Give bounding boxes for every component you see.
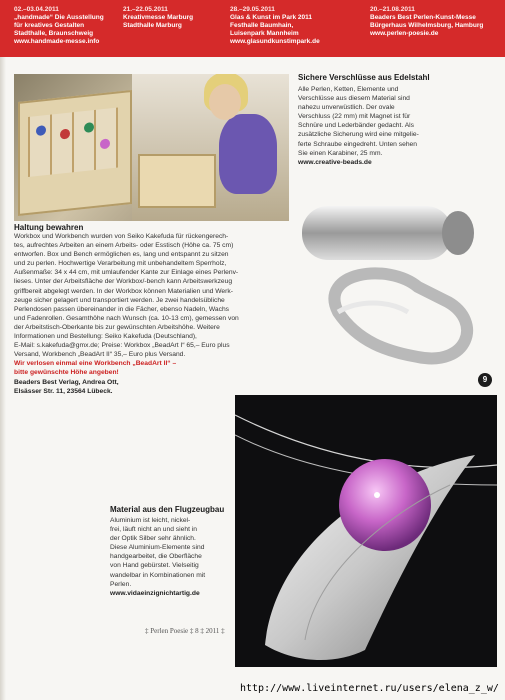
text-line: Workbox und Workbench wurden von Seiko Kakefuda für rückengerech- <box>14 233 229 240</box>
giveaway-text: Wir verlosen einmal eine Workbench „BeadArt II“ – <box>14 360 177 368</box>
text-line: entworfen. Box und Bench ermöglichen es, lang und entspannt zu sitzen <box>14 251 229 259</box>
text-line: von Hand gebürstet. Vielseitig <box>110 562 199 570</box>
workbench-image <box>138 154 216 208</box>
text-line: und Fadenrollen. Gesamthöhe nach Wunsch (ca. 10-13 cm), gemessen von <box>14 314 239 322</box>
clasp-text <box>298 85 498 167</box>
text-line: nahezu unverwüstlich. Der ovale <box>298 104 395 112</box>
steel-clasp-image <box>298 192 492 372</box>
event-line: für kreatives Gestalten <box>14 22 85 29</box>
text-line: Sie einen Karabiner, 25 mm. <box>298 149 383 157</box>
event-title: Kreativmesse Marburg <box>123 14 194 21</box>
text-line: der Arbeitstisch-Oberkante bis zur gewünschten Arbeitshöhe. Weitere <box>14 323 220 331</box>
text-line: Verschluss (22 mm) mit Magnet ist für <box>298 113 411 121</box>
text-line: Alle Perlen, Ketten, Elemente und <box>298 86 399 93</box>
text-line: griffbereit abgelegt werden. In der Workbox können Materialien und Werk- <box>14 287 233 295</box>
text-line: frei, läuft nicht an und sieht in <box>110 526 197 534</box>
event-link: www.glasundkunstimpark.de <box>230 38 320 45</box>
page-footer: ‡ Perlen Poesie ‡ 8 ‡ 2011 ‡ <box>145 627 225 635</box>
text-line: Außenmaße: 34 x 44 cm, mit umlaufender Kante zur Einlage eines Perlenv- <box>14 269 239 277</box>
clasp-url: www.creative-beads.de <box>298 158 372 166</box>
woman-figure <box>219 114 277 194</box>
text-line: Versand, Workbench „BeadArt II“ 35,– Euro plus Versand. <box>14 351 186 359</box>
event-line: Stadthalle, Braunschweig <box>14 30 94 37</box>
event-title: Beaders Best Perlen-Kunst-Messe <box>370 14 476 21</box>
event-date: 02.–03.04.2011 <box>14 6 59 13</box>
workbox-title: Haltung bewahren <box>14 223 84 232</box>
event-3 <box>230 6 320 46</box>
event-link: www.handmade-messe.info <box>14 38 100 45</box>
text-line: Diese Aluminium-Elemente sind <box>110 544 205 552</box>
aluminium-element-image <box>235 395 497 667</box>
text-line: Verschlüsse aus diesem Material sind <box>298 95 410 103</box>
event-2 <box>123 6 193 30</box>
text-line: Perlen. <box>110 580 132 588</box>
event-line: Bürgerhaus Wilhelmsburg, Hamburg <box>370 22 484 29</box>
face <box>209 84 241 120</box>
page-number-badge: 9 <box>478 373 492 387</box>
text-line: Schnüre und Lederbänder gedacht. Als <box>298 122 415 130</box>
event-date: 21.–22.05.2011 <box>123 6 168 13</box>
event-line: Luisenpark Mannheim <box>230 30 299 37</box>
text-line: wandelbar in Kombinationen mit <box>110 571 206 579</box>
text-line: zeuge sicher gelagert und transportiert werden. Je zwei handelsübliche <box>14 296 225 304</box>
event-line: Stadthalle Marburg <box>123 22 182 29</box>
workbox-image <box>18 90 132 216</box>
alu-text <box>110 516 238 598</box>
publisher-address: Beaders Best Verlag, Andrea Ott, <box>14 378 119 386</box>
clasp-title: Sichere Verschlüsse aus Edelstahl <box>298 73 430 82</box>
publisher-address: Elsässer Str. 11, 23564 Lübeck. <box>14 387 113 395</box>
event-line: Festhalle Baumhain, <box>230 22 294 29</box>
giveaway-text: bitte gewünschte Höhe angeben! <box>14 369 119 377</box>
page-fold-shadow <box>0 57 6 700</box>
text-line: Perlendosen passen übereinander in die Fächer, ebenso Nadeln, Wachs <box>14 305 230 313</box>
event-title: Glas & Kunst im Park 2011 <box>230 14 313 21</box>
text-line: ferte Schraube eingedreht. Unten sehen <box>298 140 417 148</box>
event-date: 28.–29.05.2011 <box>230 6 275 13</box>
text-line: lieses. Unter der Arbeitsfläche der Workbox/-bench kann Arbeitswerkzeug <box>14 278 233 286</box>
source-url: http://www.liveinternet.ru/users/elena_z_w/ <box>240 683 499 694</box>
alu-title: Material aus den Flugzeugbau <box>110 505 225 514</box>
events-header <box>0 0 505 57</box>
text-line: der Optik Silber sehr ähnlich. <box>110 535 196 543</box>
event-title: „handmade“ Die Ausstellung <box>14 14 104 21</box>
alu-url: www.vidaeinzignichtartig.de <box>110 589 200 597</box>
text-line: tes, aufrechtes Arbeiten an einem Arbeits- oder Esstisch (Höhe ca. 75 cm) <box>14 242 234 250</box>
workbox-text <box>14 232 286 396</box>
event-1 <box>14 6 104 46</box>
text-line: E-Mail: s.kakefuda@gmx.de; Preise: Workbox „BeadArt I“ 65,– Euro plus <box>14 342 230 350</box>
text-line: zusätzliche Sicherung wird eine mitgelie- <box>298 131 419 139</box>
text-line: und zu perlen. Hochwertige Verarbeitung mit unbehandeltem Sperrholz, <box>14 260 227 268</box>
text-line: Aluminium ist leicht, nickel- <box>110 517 191 524</box>
workbox-photo <box>14 74 289 221</box>
text-line: handgearbeitet, die Oberfläche <box>110 553 202 561</box>
event-date: 20.–21.08.2011 <box>370 6 415 13</box>
text-line: Informationen und Bestellung: Seiko Kakefuda (Deutschland), <box>14 333 197 341</box>
event-4 <box>370 6 483 38</box>
event-link: www.perlen-poesie.de <box>370 30 439 37</box>
aluminium-photo <box>235 395 497 667</box>
